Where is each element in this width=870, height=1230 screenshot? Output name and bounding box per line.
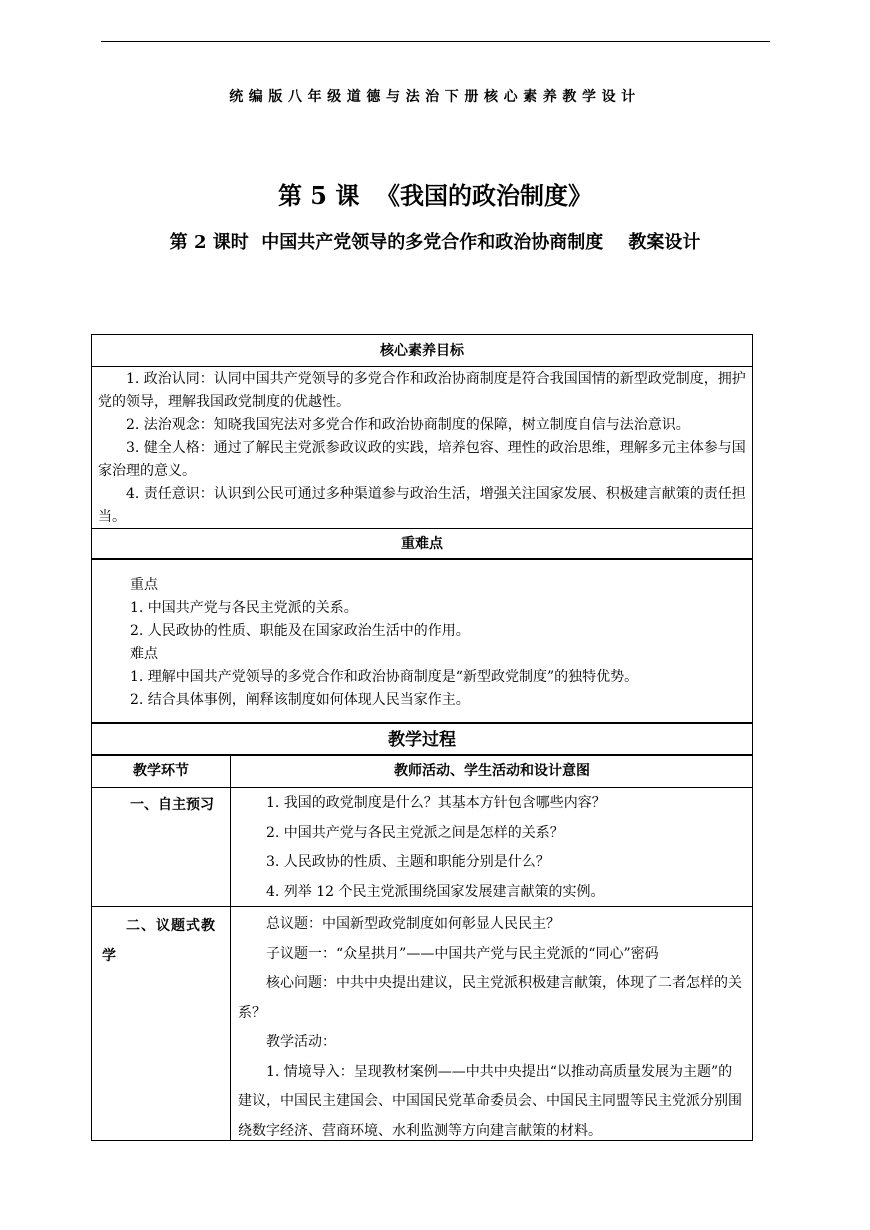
goals-heading-cell xyxy=(91,334,753,367)
series-title: 统编版八年级道德与法治下册核心素养教学设计 xyxy=(229,89,641,105)
row-divider xyxy=(92,787,752,788)
stage-issue-teaching: 二、议题式教学 xyxy=(102,918,216,964)
preview-item: 3. 人民政协的性质、主题和职能分别是什么？ xyxy=(266,854,550,870)
goal-item: 1. 政治认同：认同中国共产党领导的多党合作和政治协商制度是符合我国国情的新型政党制度，拥护党的领导，理解我国政党制度的优越性。 xyxy=(98,371,746,410)
preview-questions xyxy=(232,789,752,907)
process-table xyxy=(91,754,753,1141)
key-label: 重点 xyxy=(130,577,158,593)
difficulty-label: 难点 xyxy=(130,646,158,662)
preview-item: 4. 列举 12 个民主党派围绕国家发展建言献策的实例。 xyxy=(266,883,605,900)
key-item: 1. 中国共产党与各民主党派的关系。 xyxy=(130,600,358,616)
goals-heading: 核心素养目标 xyxy=(380,343,464,359)
header-rule xyxy=(101,41,770,42)
column-divider xyxy=(230,755,231,1140)
stage-preview: 一、自主预习 xyxy=(130,797,214,813)
goals-body-cell xyxy=(91,365,753,529)
lesson-title: 第 5 课 《我国的政治制度》 xyxy=(277,181,593,210)
column-header-activity: 教师活动、学生活动和设计意图 xyxy=(394,763,590,779)
process-heading-cell xyxy=(91,722,753,756)
issue-teaching-content xyxy=(232,910,752,1146)
lesson-subtitle: 第 2 课时 中国共产党领导的多党合作和政治协商制度 教案设计 xyxy=(169,232,701,253)
issue-line: 子议题一：“众星拱月”——中国共产党与民主党派的“同心”密码 xyxy=(266,945,659,962)
key-item: 2. 人民政协的性质、职能及在国家政治生活中的作用。 xyxy=(130,623,470,639)
issue-line: 1. 情境导入：呈现教材案例——中共中央提出“以推动高质量发展为主题”的建议，中国民主建国会、中国国民党革命委员会、中国民主同盟等民主党派分别围绕数字经济、营商环境、水利监测等方向建言献策的材料。 xyxy=(238,1063,742,1139)
difficulty-item: 1. 理解中国共产党领导的多党合作和政治协商制度是“新型政党制度”的独特优势。 xyxy=(130,669,639,685)
keypoints-heading-cell xyxy=(91,529,753,560)
column-header-stage: 教学环节 xyxy=(133,763,189,779)
issue-line: 总议题：中国新型政党制度如何彰显人民民主？ xyxy=(266,916,560,932)
issue-line: 核心问题：中共中央提出建议，民主党派积极建言献策，体现了二者怎样的关系？ xyxy=(238,975,742,1021)
preview-item: 2. 中国共产党与各民主党派之间是怎样的关系？ xyxy=(266,824,564,841)
goal-item: 3. 健全人格：通过了解民主党派参政议政的实践，培养包容、理性的政治思维，理解多元主体参与国家治理的意义。 xyxy=(98,440,746,479)
difficulty-item: 2. 结合具体事例，阐释该制度如何体现人民当家作主。 xyxy=(130,692,470,708)
row-divider xyxy=(92,906,752,907)
keypoints-body-cell xyxy=(91,558,753,724)
goal-item: 2. 法治观念：知晓我国宪法对多党合作和政治协商制度的保障，树立制度自信与法治意识。 xyxy=(126,417,690,433)
keypoints-heading: 重难点 xyxy=(401,536,443,552)
process-heading: 教学过程 xyxy=(388,730,456,750)
issue-line: 教学活动： xyxy=(266,1034,336,1050)
preview-item: 1. 我国的政党制度是什么？其基本方针包含哪些内容？ xyxy=(266,795,606,811)
goal-item: 4. 责任意识：认识到公民可通过多种渠道参与政治生活，增强关注国家发展、积极建言献策的责任担当。 xyxy=(98,486,746,525)
